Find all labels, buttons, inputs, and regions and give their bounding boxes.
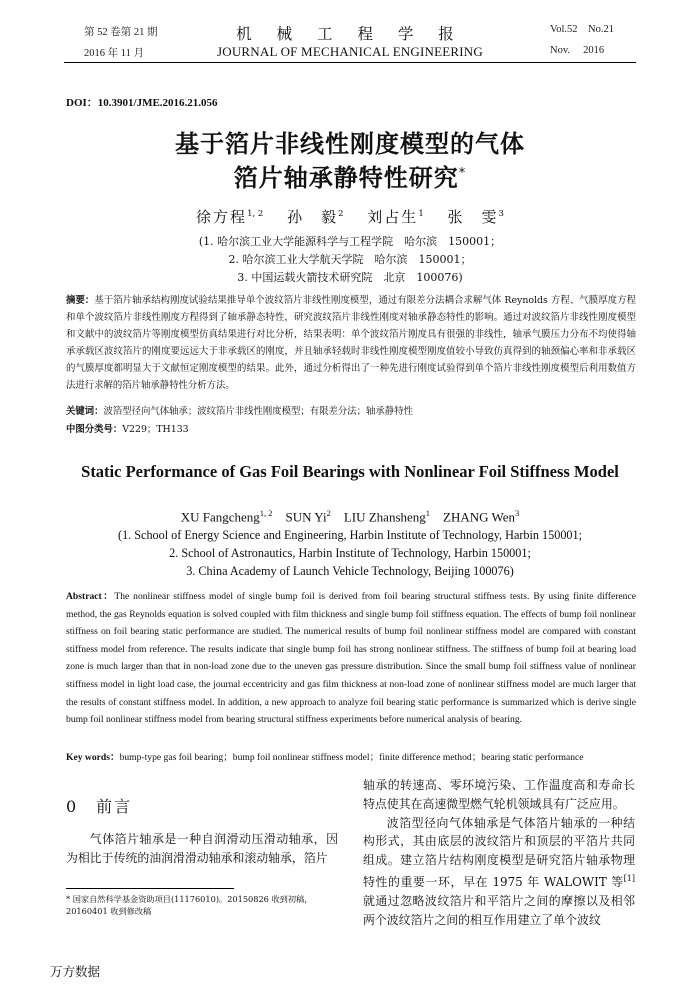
header-rule xyxy=(64,62,636,63)
author-cn: 徐方程 xyxy=(196,208,248,226)
citation-ref: [1] xyxy=(623,873,635,883)
abstract-cn xyxy=(66,292,636,394)
classification-cn xyxy=(66,421,636,438)
title-cn-line1: 基于箔片非线性刚度模型的气体 xyxy=(175,130,525,158)
header-volume-cn: 第 52 卷第 21 期 xyxy=(84,27,158,38)
footnote: * 国家自然科学基金资助项目(11176010)。20150826 收到初稿，20160401 收到修改稿 xyxy=(66,894,313,916)
title-footnote-mark: * xyxy=(458,166,467,181)
author-en: ZHANG Wen xyxy=(443,509,516,525)
affiliation-cn-3: 3. 中国运载火箭技术研究院 北京 100076) xyxy=(237,271,463,284)
body-text: 就通过忽略波纹箔片和平箔片之间的摩擦以及相邻两个波纹箔片之间的相互作用建立了单个波纹 xyxy=(363,893,635,927)
body-paragraph xyxy=(363,814,635,930)
author-en-sup: 1 xyxy=(425,508,431,518)
author-en: LIU Zhansheng xyxy=(343,509,426,525)
author-en-sup: 3 xyxy=(515,508,520,518)
journal-title-cn: 机 械 工 程 学 报 xyxy=(236,25,464,43)
author-cn-sup: 1, 2 xyxy=(247,209,264,219)
classification-cn-text: V229；TH133 xyxy=(122,424,189,435)
journal-title-en: JOURNAL OF MECHANICAL ENGINEERING xyxy=(217,44,483,59)
authors-cn xyxy=(0,206,700,227)
keywords-cn xyxy=(66,403,636,420)
footnote-rule xyxy=(66,888,234,889)
author-cn-sup: 1 xyxy=(418,209,424,219)
title-cn-line2-text: 箔片轴承静特性研究 xyxy=(233,164,459,192)
affiliation-en-3: 3. China Academy of Launch Vehicle Technology, Beijing 100076) xyxy=(186,564,514,578)
body-left-column xyxy=(66,830,338,868)
keywords-en-label: Key words： xyxy=(66,752,120,763)
keywords-en xyxy=(66,749,636,767)
body-right-column xyxy=(363,776,635,929)
body-paragraph: 气体箔片轴承是一种自润滑动压滑动轴承，因为相比于传统的油润滑滑动轴承和滚动轴承，箔片 xyxy=(66,832,338,865)
author-cn: 孙 毅 xyxy=(287,208,339,226)
author-en: SUN Yi xyxy=(285,509,327,525)
body-text: 波箔型径向气体轴承是气体箔片轴承的一种结构形式，其由底层的波纹箔片和顶层的平箔片共同组成。建立箔片结构刚度模型是研究箔片轴承物理特性的重要一环，早在 1975 年 WALOWIT 等 xyxy=(363,815,635,889)
keywords-en-text: bump-type gas foil bearing；bump foil nonlinear stiffness model；finite difference method；bearing static performance xyxy=(119,752,584,763)
author-cn-sup: 3 xyxy=(498,209,504,219)
header-volume-en: Vol.52 No.21 xyxy=(550,24,614,35)
abstract-en-label: Abstract： xyxy=(66,591,115,602)
title-cn-line2 xyxy=(0,158,700,193)
affiliation-en-1: (1. School of Energy Science and Engineering, Harbin Institute of Technology, Harbin 150001; xyxy=(118,528,582,542)
abstract-cn-text: 基于箔片轴承结构刚度试验结果推导单个波纹箔片非线性刚度模型，通过有限差分法耦合求解气体 Reynolds 方程、气膜厚度方程和单个波纹箔片非线性刚度方程得到了轴承静态特性，研究波纹箔片非线性刚度对轴承静态特性的影响。通过对波纹箔片非线性刚度模型和文献中的波纹箔片等刚度模型仿真结果进行对比分析，结果表明：单个波纹箔片刚度具有很强的非线性，轴承气膜压力分布不均使得轴承承载区波纹箔片的刚度要远远大于非承载区的刚度，并且轴承轻载时非线性刚度模型刚度值较小导致仿真得到的轴颈偏心率和非承载区的气膜厚度都明显大于文献恒定刚度模型的结果。此外，通过分析得出了一种先进行刚度试验得到单个箔片非线性刚度模型后利用数值方法进行求解的箔片轴承静特性分析方法。 xyxy=(66,295,636,391)
header-date-cn: 2016 年 11 月 xyxy=(84,48,144,59)
header-date-en: Nov. 2016 xyxy=(550,45,605,56)
section-heading-introduction: 0 前言 xyxy=(66,797,133,816)
keywords-cn-label: 关键词： xyxy=(66,406,104,417)
author-cn: 张 雯 xyxy=(447,208,499,226)
keywords-cn-text: 波箔型径向气体轴承；波纹箔片非线性刚度模型；有限差分法；轴承静特性 xyxy=(103,406,413,417)
authors-en xyxy=(0,508,700,525)
doi: DOI：10.3901/JME.2016.21.056 xyxy=(66,97,218,109)
affiliation-en-2: 2. School of Astronautics, Harbin Institute of Technology, Harbin 150001; xyxy=(169,546,531,560)
abstract-cn-label: 摘要： xyxy=(66,295,95,306)
author-en-sup: 2 xyxy=(326,508,331,518)
affiliation-cn-1: (1. 哈尔滨工业大学能源科学与工程学院 哈尔滨 150001； xyxy=(198,235,502,248)
affiliation-cn-2: 2. 哈尔滨工业大学航天学院 哈尔滨 150001； xyxy=(228,253,472,266)
body-paragraph: 轴承的转速高、零环境污染、工作温度高和寿命长特点使其在高速微型燃气轮机领域具有广泛应用。 xyxy=(363,778,635,811)
classification-cn-label: 中图分类号： xyxy=(66,424,123,435)
author-cn-sup: 2 xyxy=(338,209,344,219)
author-en: XU Fangcheng xyxy=(180,509,260,525)
title-en: Static Performance of Gas Foil Bearings with Nonlinear Foil Stiffness Model xyxy=(81,462,619,481)
author-en-sup: 1, 2 xyxy=(259,508,273,518)
abstract-en xyxy=(66,588,636,729)
watermark-wanfang: 万方数据 xyxy=(50,964,101,979)
abstract-en-text: The nonlinear stiffness model of single bump foil is derived from foil bearing structural stiffness tests. By using finite difference method, the gas Reynolds equation is solved coupled with film thickness and single bump foil stiffness equation. The effects of bump foil nonlinear stiffness on foil bearing static performance are studied. The numerical results of bump foil nonlinear stiffness model are compared with constant stiffness model from reference. The results indicate that single bump foil has strong nonlinear stiffness. The stiffness of bump foil at bearing load zone is much larger than that in non-load zone due to the uneven gas pressure distribution. Since the small bump foil stiffness value of nonlinear stiffness model in light load case, the journal eccentricity and gas film thickness at non-load zone of nonlinear stiffness model are much larger that the results of constant stiffness model. In addition, a new approach to analyze foil bearing static performance is summarized which is derive single bump foil nonlinear stiffness model from bearing structural stiffness experiments before numerical analysis of bearing. xyxy=(66,591,636,726)
author-cn: 刘占生 xyxy=(367,208,419,226)
